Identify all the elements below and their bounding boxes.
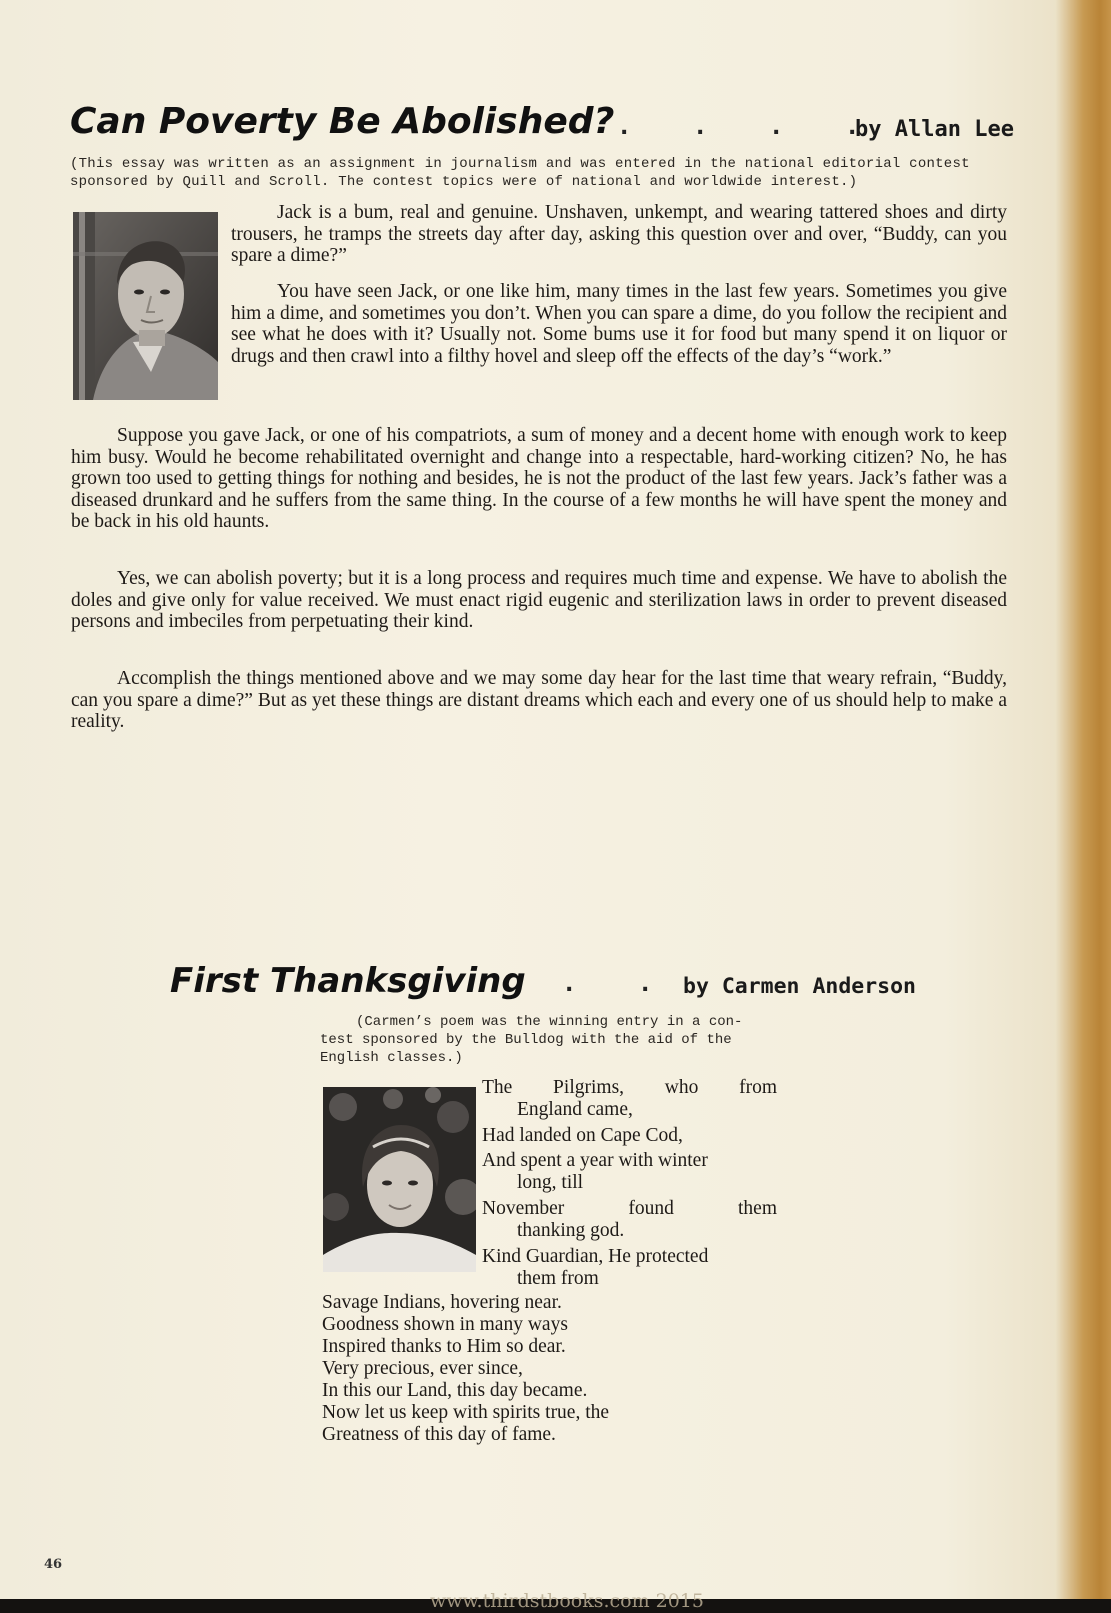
poem-title: First Thanksgiving	[170, 961, 526, 1001]
page-number: 46	[44, 1557, 63, 1572]
essay-title-dots: . . . .	[620, 115, 887, 140]
poem-line-5: long, till	[517, 1172, 584, 1193]
poem-line-15: Now let us keep with spirits true, the	[322, 1402, 610, 1423]
poem-author-photo	[323, 1087, 476, 1272]
essay-note-line-2: sponsored by Quill and Scroll. The contest topics were of national and worldwide interest.)	[70, 174, 858, 190]
essay-paragraph-3: Suppose you gave Jack, or one of his compatriots, a sum of money and a decent home with enough work to keep him busy. Would he become rehabilitated overnight and change into a respectable, hard-working citizen? No, he has grown too used to getting things for nothing and besides, he is not the product of the last few years. Jack’s father was a diseased drunkard and he suffers from the same thing. In the course of a few months he will have spent the money and be back in his old haunts.	[71, 425, 1007, 533]
poem-line-12: Inspired thanks to Him so dear.	[322, 1336, 566, 1357]
poem-note	[320, 1013, 780, 1067]
poem-line-9: them from	[517, 1268, 599, 1289]
poem-line-2: England came,	[517, 1099, 633, 1120]
watermark: www.thirdstbooks.com 2015	[430, 1590, 704, 1612]
author-portrait-man	[73, 212, 218, 400]
poem-note-line-2: test sponsored by the Bulldog with the aid of the	[320, 1032, 732, 1048]
essay-author-photo	[73, 212, 218, 400]
poem-line-10: Savage Indians, hovering near.	[322, 1292, 562, 1313]
poem-line-16: Greatness of this day of fame.	[322, 1424, 556, 1445]
essay-paragraph-5: Accomplish the things mentioned above and we may some day hear for the last time that weary refrain, “Buddy, can you spare a dime?” But as yet these things are distant dreams which each and every one of us should help to make a reality.	[71, 668, 1007, 733]
poem-byline: by Carmen Anderson	[683, 974, 916, 999]
essay-note	[70, 155, 1010, 191]
poem-line-4: And spent a year with winter	[482, 1150, 708, 1171]
poem-line-1: The Pilgrims, who from	[482, 1077, 777, 1098]
essay-note-line-1: (This essay was written as an assignment in journalism and was entered in the national editorial contest	[70, 156, 970, 172]
poem-note-line-1: (Carmen’s poem was the winning entry in a con-	[356, 1014, 743, 1030]
poem-line-7: thanking god.	[517, 1220, 625, 1241]
poem-line-3: Had landed on Cape Cod,	[482, 1125, 683, 1146]
poem-line-8: Kind Guardian, He protected	[482, 1246, 709, 1267]
essay-paragraph-2: You have seen Jack, or one like him, many times in the last few years. Sometimes you give him a dime, and sometimes you don’t. When you can spare a dime, do you follow the recipient and see what he does with it? Usually not. Some bums use it for food but many spend it on liquor or drugs and then crawl into a filthy hovel and sleep off the effects of the day’s “work.”	[231, 281, 1007, 367]
essay-byline: by Allan Lee	[855, 117, 1014, 142]
poem-line-11: Goodness shown in many ways	[322, 1314, 568, 1335]
essay-title: Can Poverty Be Abolished?	[70, 101, 615, 142]
poem-line-6: November found them	[482, 1198, 777, 1219]
poem-note-line-3: English classes.)	[320, 1050, 463, 1066]
poem-title-dots: . .	[565, 972, 680, 997]
essay-paragraph-1: Jack is a bum, real and genuine. Unshaven, unkempt, and wearing tattered shoes and dirty trousers, he tramps the streets day after day, asking this question over and over, “Buddy, can you spare a dime?”	[231, 202, 1007, 267]
essay-paragraph-4: Yes, we can abolish poverty; but it is a long process and requires much time and expense. We have to abolish the doles and give only for value received. We must enact rigid eugenic and sterilization laws in order to prevent diseased persons and imbeciles from perpetuating their kind.	[71, 568, 1007, 633]
author-portrait-woman	[323, 1087, 476, 1272]
poem-line-14: In this our Land, this day became.	[322, 1380, 588, 1401]
poem-line-13: Very precious, ever since,	[322, 1358, 523, 1379]
